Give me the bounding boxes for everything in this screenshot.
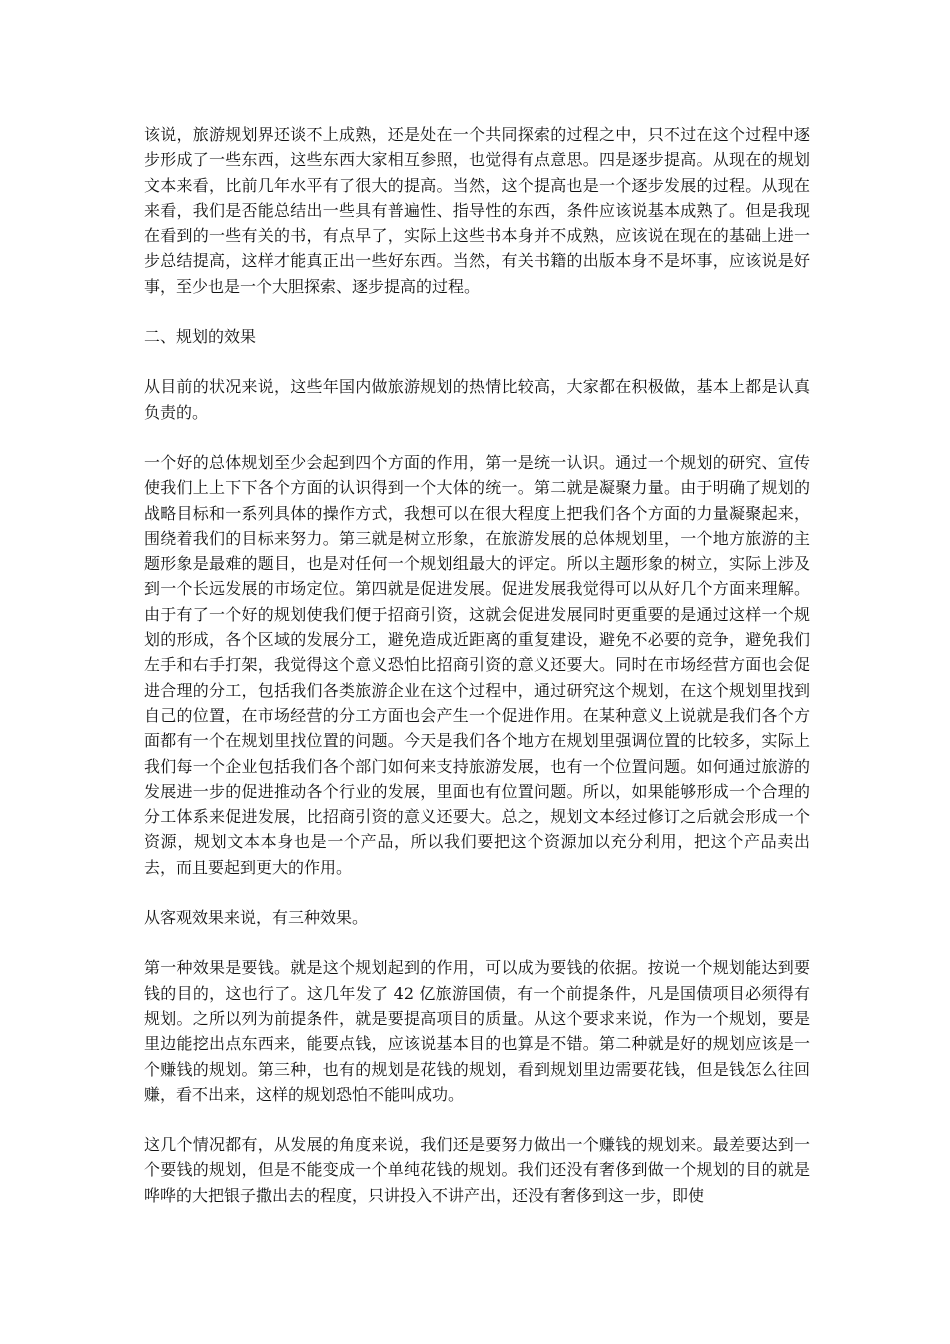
section-heading: 二、规划的效果 [144, 327, 257, 347]
document-page [144, 122, 810, 1233]
body-paragraph: 第一种效果是要钱。就是这个规划起到的作用，可以成为要钱的依据。按说一个规划能达到要钱的目的，这也行了。这几年发了 42 亿旅游国债，有一个前提条件，凡是国债项目必须得有规划。之所以列为前提条件，就是要提高项目的质量。从这个要求来说，作为一个规划，要是里边能挖出点东西来，能要点钱，应该说基本目的也算是不错。第二种就是好的规划应该是一个赚钱的规划。第三种，也有的规划是花钱的规划，看到规划里边需要花钱，但是钱怎么往回赚，看不出来，这样的规划恐怕不能叫成功。 [144, 958, 810, 1104]
body-paragraph: 这几个情况都有，从发展的角度来说，我们还是要努力做出一个赚钱的规划来。最差要达到一个要钱的规划，但是不能变成一个单纯花钱的规划。我们还没有奢侈到做一个规划的目的就是哗哗的大把银子撒出去的程度，只讲投入不讲产出，还没有奢侈到这一步，即使 [144, 1135, 810, 1205]
body-paragraph: 从目前的状况来说，这些年国内做旅游规划的热情比较高，大家都在积极做，基本上都是认真负责的。 [144, 377, 810, 422]
body-paragraph: 从客观效果来说，有三种效果。 [144, 908, 369, 928]
body-paragraph: 该说，旅游规划界还谈不上成熟，还是处在一个共同探索的过程之中，只不过在这个过程中逐步形成了一些东西，这些东西大家相互参照，也觉得有点意思。四是逐步提高。从现在的规划文本来看，比前几年水平有了很大的提高。当然，这个提高也是一个逐步发展的过程。从现在来看，我们是否能总结出一些具有普遍性、指导性的东西，条件应该说基本成熟了。但是我现在看到的一些有关的书，有点早了，实际上这些书本身并不成熟，应该说在现在的基础上进一步总结提高，这样才能真正出一些好东西。当然，有关书籍的出版本身不是坏事，应该说是好事，至少也是一个大胆探索、逐步提高的过程。 [144, 125, 810, 296]
body-paragraph: 一个好的总体规划至少会起到四个方面的作用，第一是统一认识。通过一个规划的研究、宣传使我们上上下下各个方面的认识得到一个大体的统一。第二就是凝聚力量。由于明确了规划的战略目标和一系列具体的操作方式，我想可以在很大程度上把我们各个方面的力量凝聚起来，围绕着我们的目标来努力。第三就是树立形象，在旅游发展的总体规划里，一个地方旅游的主题形象是最难的题目，也是对任何一个规划组最大的评定。所以主题形象的树立，实际上涉及到一个长远发展的市场定位。第四就是促进发展。促进发展我觉得可以从好几个方面来理解。由于有了一个好的规划使我们便于招商引资，这就会促进发展同时更重要的是通过这样一个规划的形成，各个区域的发展分工，避免造成近距离的重复建设，避免不必要的竞争，避免我们左手和右手打架，我觉得这个意义恐怕比招商引资的意义还要大。同时在市场经营方面也会促进合理的分工，包括我们各类旅游企业在这个过程中，通过研究这个规划，在这个规划里找到自己的位置，在市场经营的分工方面也会产生一个促进作用。在某种意义上说就是我们各个方面都有一个在规划里找位置的问题。今天是我们各个地方在规划里强调位置的比较多，实际上我们每一个企业包括我们各个部门如何来支持旅游发展，也有一个位置问题。如何通过旅游的发展进一步的促进推动各个行业的发展，里面也有位置问题。所以，如果能够形成一个合理的分工体系来促进发展，比招商引资的意义还要大。总之，规划文本经过修订之后就会形成一个资源，规划文本本身也是一个产品，所以我们要把这个资源加以充分利用，把这个产品卖出去，而且要起到更大的作用。 [144, 452, 810, 877]
